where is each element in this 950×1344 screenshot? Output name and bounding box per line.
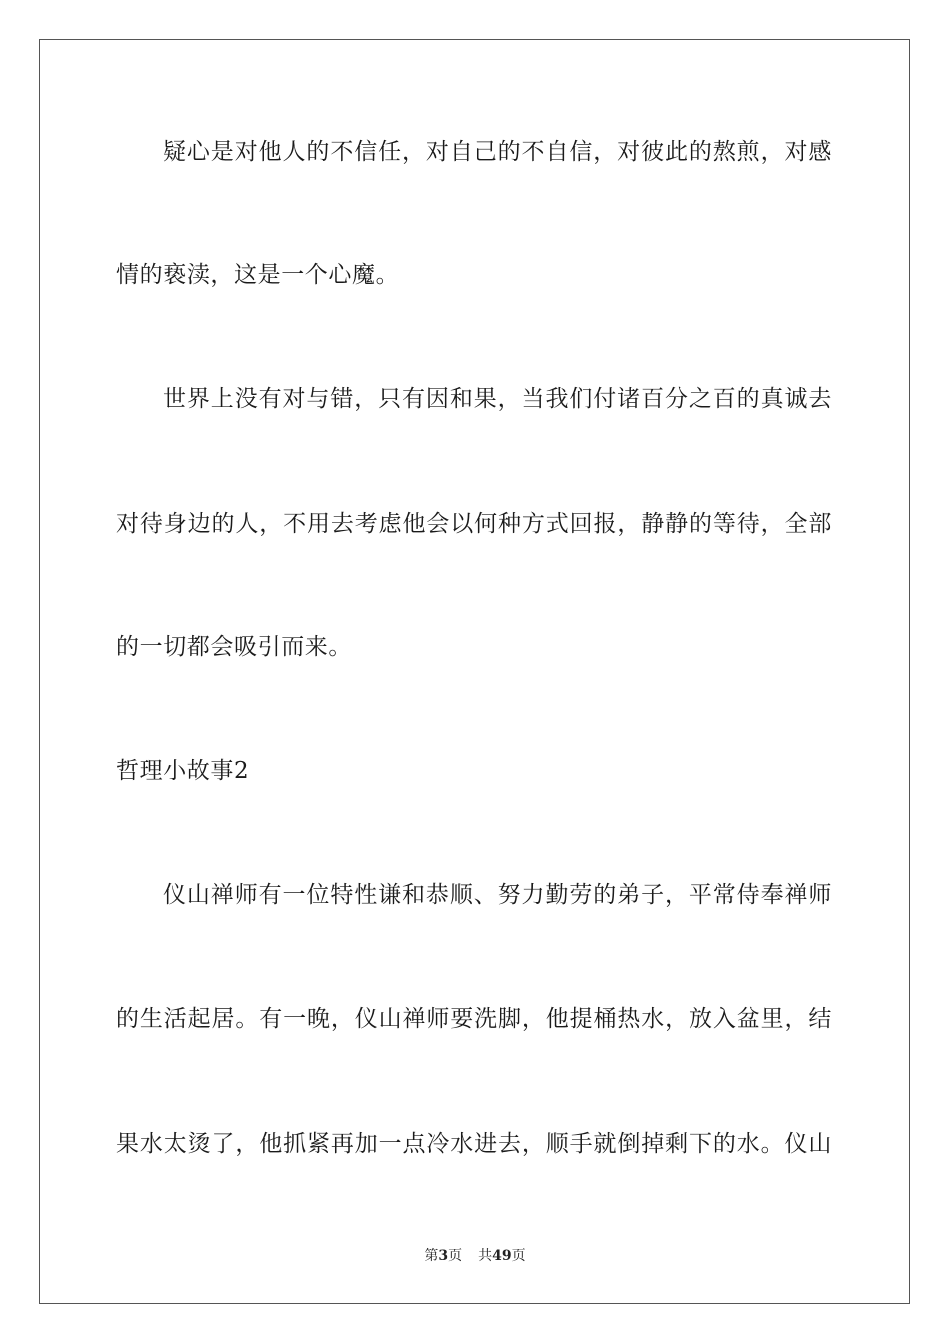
page-footer (0, 1245, 950, 1265)
paragraph-3-line-3: 果水太烫了，他抓紧再加一点冷水进去，顺手就倒掉剩下的水。仪山 (116, 1131, 832, 1157)
paragraph-2-line-2: 对待身边的人，不用去考虑他会以何种方式回报，静静的等待，全部 (116, 511, 832, 537)
paragraph-3-line-2: 的生活起居。有一晚，仪山禅师要洗脚，他提桶热水，放入盆里，结 (116, 1006, 832, 1032)
page-border (39, 39, 910, 1304)
footer-page-prefix: 第 (424, 1248, 439, 1264)
paragraph-3-line-1: 仪山禅师有一位特性谦和恭顺、努力勤劳的弟子，平常侍奉禅师 (163, 882, 832, 908)
footer-total-suffix: 页 (511, 1248, 526, 1264)
paragraph-2-line-1: 世界上没有对与错，只有因和果，当我们付诸百分之百的真诚去 (163, 386, 832, 412)
footer-page-suffix: 页 (448, 1248, 463, 1264)
paragraph-1-line-1: 疑心是对他人的不信任，对自己的不自信，对彼此的熬煎，对感 (163, 139, 832, 165)
footer-total-prefix: 共 (478, 1248, 493, 1264)
section-heading: 哲理小故事2 (116, 758, 250, 784)
footer-page-number: 3 (438, 1248, 449, 1264)
paragraph-2-line-3: 的一切都会吸引而来。 (116, 634, 352, 660)
footer-total-number: 49 (492, 1248, 512, 1264)
paragraph-1-line-2: 情的亵渎，这是一个心魔。 (116, 262, 400, 288)
